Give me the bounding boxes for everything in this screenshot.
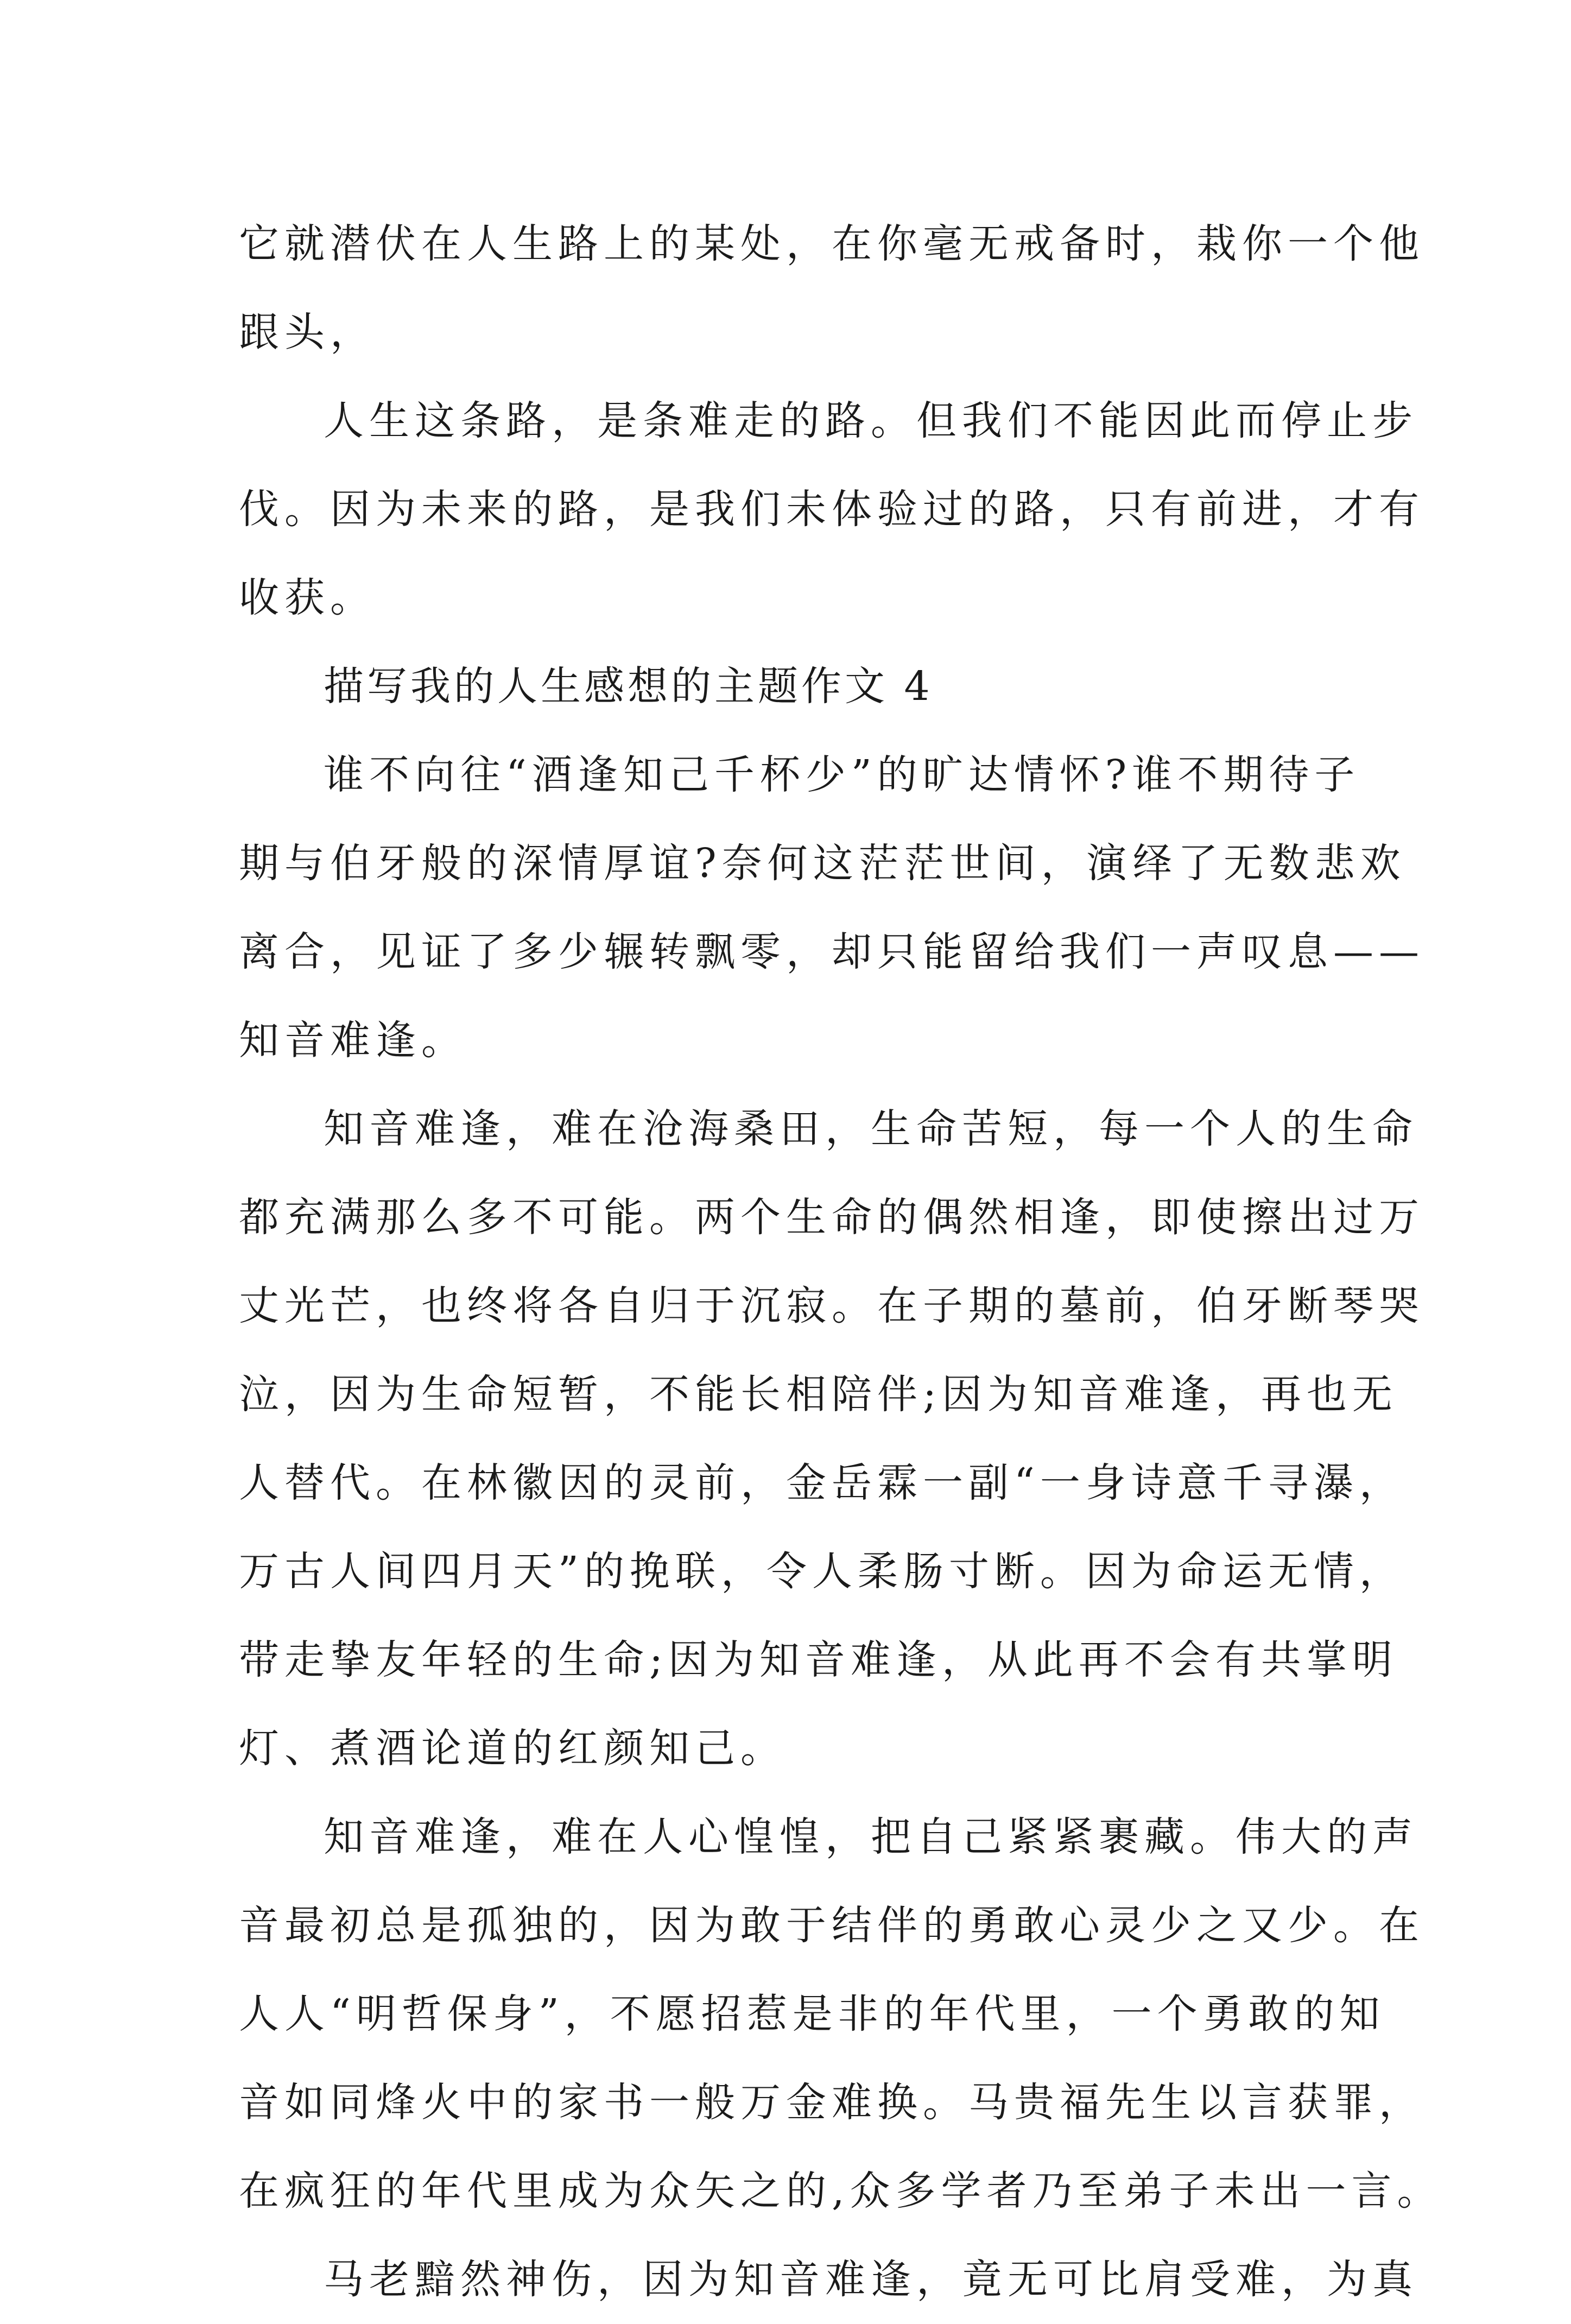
text-line: 人替代。在林徽因的灵前，金岳霖一副“一身诗意千寻瀑， (239, 1460, 1405, 1506)
text-line: 带走挚友年轻的生命;因为知音难逢，从此再不会有共掌明 (239, 1637, 1398, 1683)
text-line: 都充满那么多不可能。两个生命的偶然相逢，即使擦出过万 (239, 1194, 1424, 1241)
text-line: 马老黯然神伤，因为知音难逢，竟无可比肩受难，为真 (324, 2256, 1418, 2303)
text-line: 期与伯牙般的深情厚谊?奈何这茫茫世间，演绎了无数悲欢 (239, 840, 1406, 887)
text-line: 跟头， (239, 309, 376, 356)
text-line: 在疯狂的年代里成为众矢之的,众多学者乃至弟子未出一言。 (239, 2168, 1443, 2214)
text-line: 它就潜伏在人生路上的某处，在你毫无戒备时，栽你一个他 (239, 220, 1424, 267)
text-line: 谁不向往“酒逢知己千杯少”的旷达情怀?谁不期待子 (324, 751, 1360, 798)
text-line: 音最初总是孤独的，因为敢于结伴的勇敢心灵少之又少。在 (239, 1902, 1424, 1949)
text-line: 伐。因为未来的路，是我们未体验过的路，只有前进，才有 (239, 486, 1424, 533)
text-line: 收获。 (239, 574, 376, 621)
text-line: 离合，见证了多少辗转飘零，却只能留给我们一声叹息—— (239, 929, 1424, 975)
text-line: 音如同烽火中的家书一般万金难换。马贵福先生以言获罪， (239, 2079, 1424, 2126)
text-line: 知音难逢，难在人心惶惶，把自己紧紧裹藏。伟大的声 (324, 1814, 1418, 1860)
text-line: 人生这条路，是条难走的路。但我们不能因此而停止步 (324, 397, 1418, 444)
text-line: 灯、煮酒论道的红颜知己。 (239, 1725, 786, 1772)
text-line: 万古人间四月天”的挽联，令人柔肠寸断。因为命运无情， (239, 1548, 1405, 1595)
text-line: 泣，因为生命短暂，不能长相陪伴;因为知音难逢，再也无 (239, 1371, 1398, 1418)
document-body (239, 200, 1443, 2324)
text-line: 知音难逢，难在沧海桑田，生命苦短，每一个人的生命 (324, 1106, 1418, 1152)
text-line: 丈光芒，也终将各自归于沉寂。在子期的墓前，伯牙断琴哭 (239, 1283, 1424, 1329)
text-line: 人人“明哲保身”，不愿招惹是非的年代里，一个勇敢的知 (239, 1991, 1385, 2037)
text-line: 知音难逢。 (239, 1017, 467, 1064)
section-heading: 描写我的人生感想的主题作文 4 (324, 663, 933, 710)
